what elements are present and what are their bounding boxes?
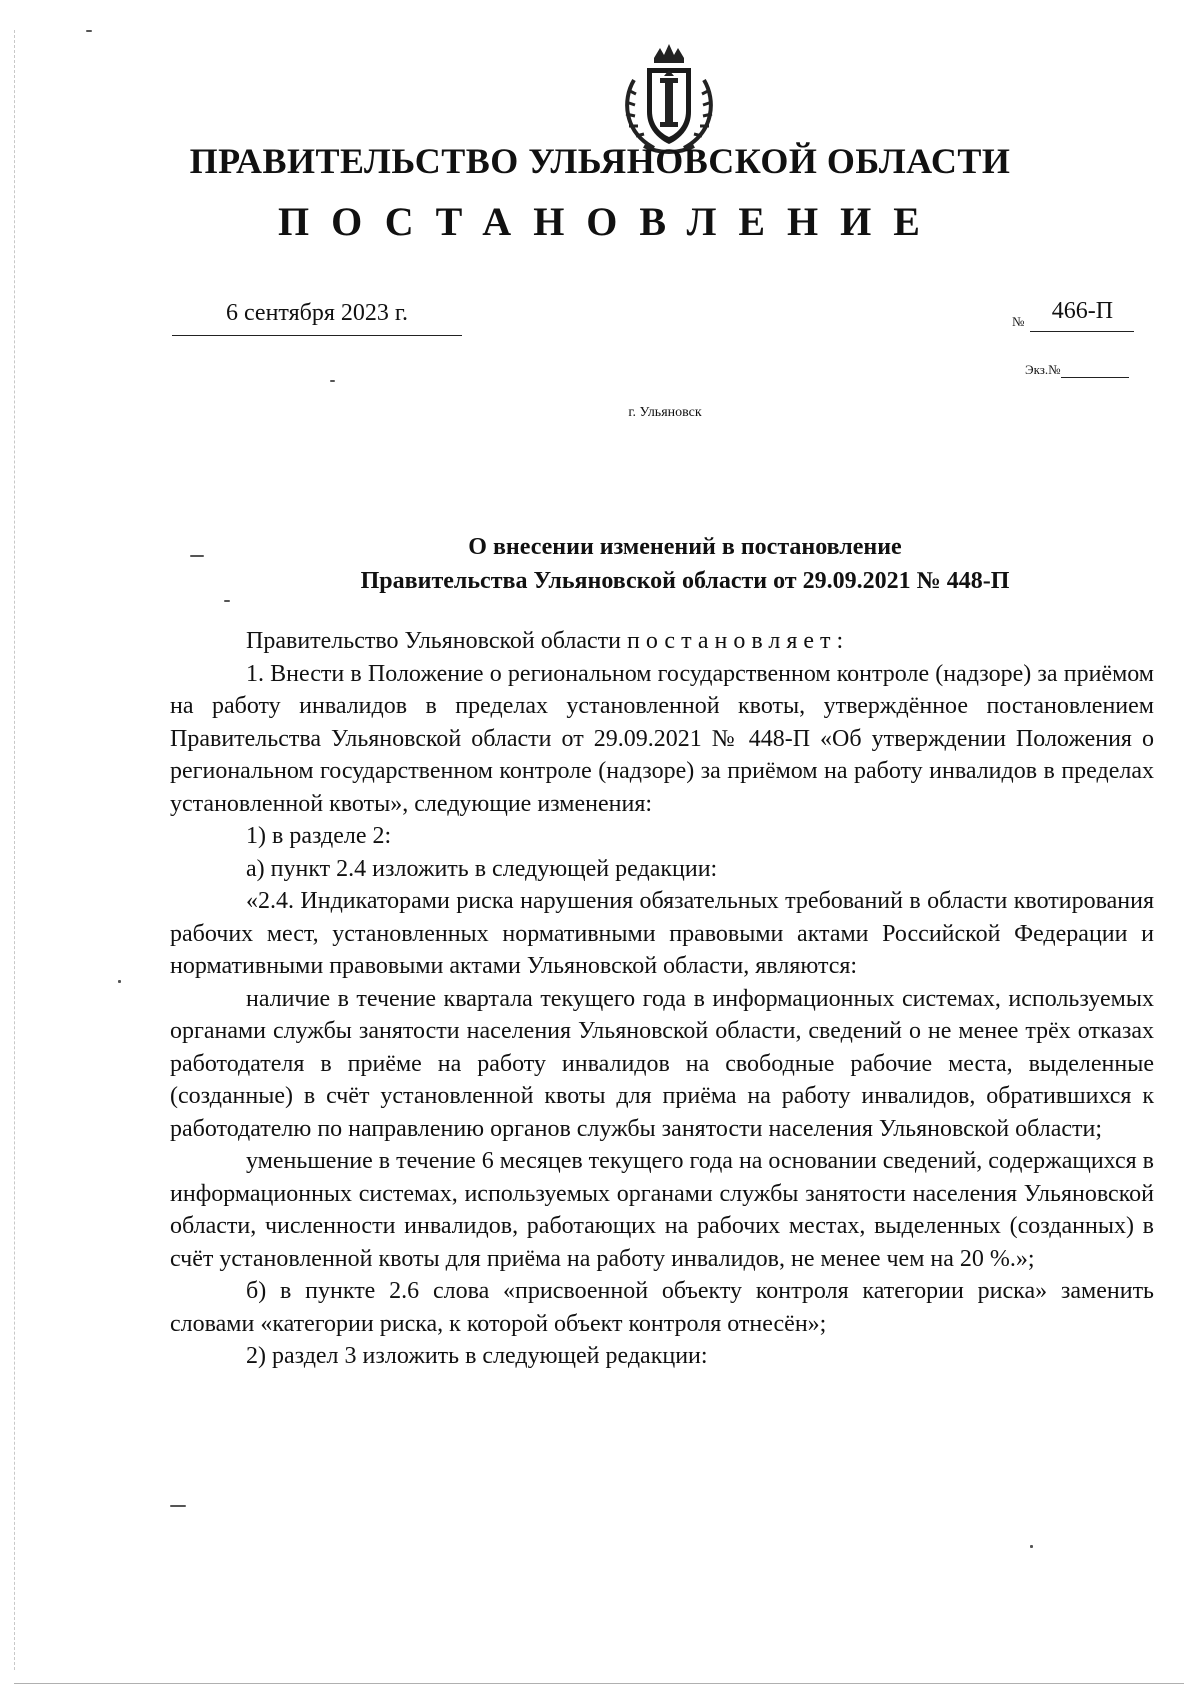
city-name: г. Ульяновск (628, 405, 702, 420)
body-paragraph: «2.4. Индикаторами риска нарушения обязательных требований в области квотирования рабочих мест, установленных нормативными правовыми актами Российской Федерации и нормативными правовыми актами Ульяновской области, являются: (170, 888, 1154, 979)
document-type-title: ПОСТАНОВЛЕНИЕ (278, 199, 942, 244)
scan-speck (224, 600, 230, 602)
body-paragraph: наличие в течение квартала текущего года в информационных системах, используемых органами службы занятости населения Ульяновской области, сведений о не менее трёх отказах работодателя в приёме на работу инвалидов на свободные рабочие места, выделенные (созданные) в счёт установленной квоты для приёма на работу инвалидов, обратившихся к работодателю по направлению органов службы занятости населения Ульяновской области; (170, 985, 1154, 1142)
document-subject (180, 530, 1190, 598)
scan-speck (86, 30, 92, 32)
preamble-prefix: Правительство Ульяновской области (246, 628, 621, 654)
body-paragraph: уменьшение в течение 6 месяцев текущего года на основании сведений, содержащихся в информационных системах, используемых органами службы занятости населения Ульяновской области, численности инвалидов, работающих на рабочих местах, выделенных (созданных) в счёт установленной квоты для приёма на работу инвалидов, не менее чем на 20 %.»; (170, 1148, 1155, 1272)
scan-left-edge (14, 30, 15, 1670)
body-paragraph: 1) в разделе 2: (246, 823, 392, 849)
scan-speck (330, 380, 335, 382)
copy-number (1025, 362, 1129, 378)
number-value: 466-П (1030, 298, 1134, 332)
scan-speck (170, 1505, 186, 1507)
scan-speck (118, 980, 121, 983)
preamble (170, 625, 1154, 658)
copy-number-blank (1061, 363, 1129, 378)
document-date: 6 сентября 2023 г. (172, 300, 462, 336)
body-paragraph: а) пункт 2.4 изложить в следующей редакции: (246, 855, 718, 882)
subject-line-1: О внесении изменений в постановление (468, 534, 902, 560)
number-sign: № (1012, 314, 1025, 329)
body-paragraph: 2) раздел 3 изложить в следующей редакции: (246, 1343, 708, 1369)
government-title: ПРАВИТЕЛЬСТВО УЛЬЯНОВСКОЙ ОБЛАСТИ (189, 141, 1011, 181)
body-paragraph: б) в пункте 2.6 слова «присвоенной объекту контроля категории риска» заменить словами «категории риска, к которой объект контроля отнесён»; (170, 1278, 1154, 1337)
document-number (1012, 298, 1134, 332)
subject-line-2: Правительства Ульяновской области от 29.09.2021 № 448-П (360, 568, 1010, 594)
scan-bottom-edge (14, 1683, 1184, 1684)
copy-label: Экз.№ (1025, 362, 1061, 377)
document-body (170, 625, 1154, 1373)
preamble-verb: постановляет: (626, 628, 850, 654)
body-paragraph: 1. Внести в Положение о региональном государственном контроле (надзоре) за приёмом на работу инвалидов в пределах установленной квоты, утверждённое постановлением Правительства Ульяновской области от 29.09.2021 № 448-П «Об утверждении Положения о региональном государственном контроле (надзоре) за приёмом на работу инвалидов в пределах установленной квоты», следующие изменения: (170, 660, 1154, 817)
scan-speck (1030, 1545, 1033, 1548)
